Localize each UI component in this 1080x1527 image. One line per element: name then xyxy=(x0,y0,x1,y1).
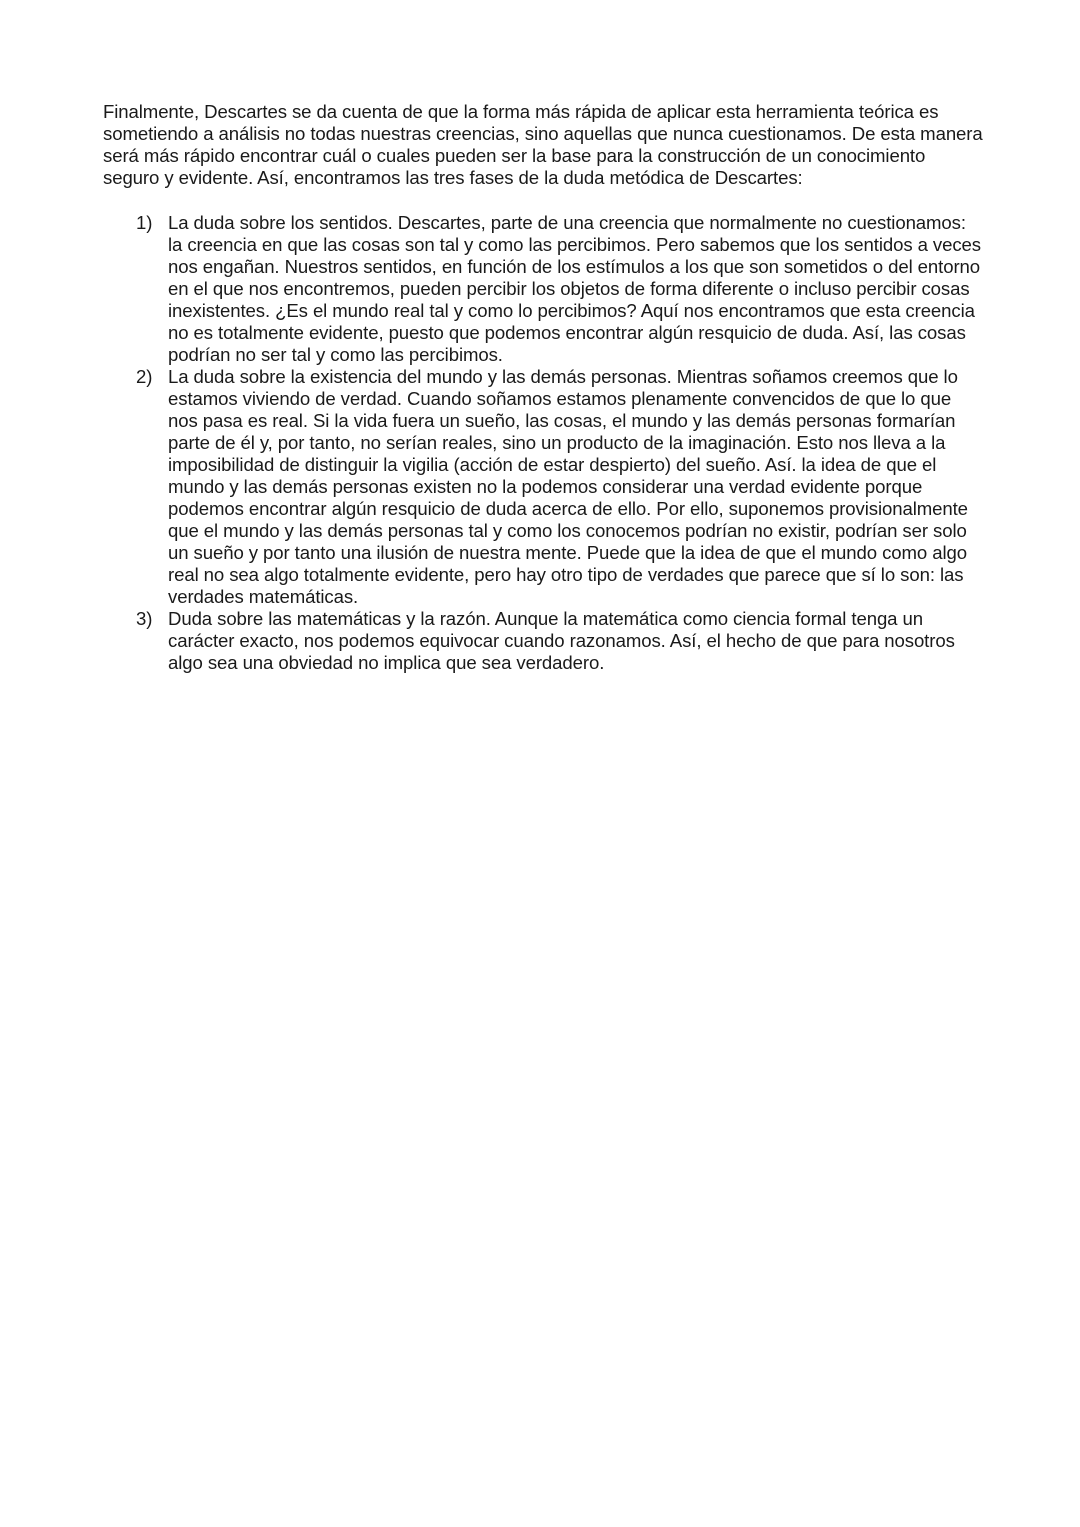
list-item-text: Duda sobre las matemáticas y la razón. Aunque la matemática como ciencia formal tenga un carácter exacto, nos podemos equivocar cuando razonamos. Así, el hecho de que para nosotros algo sea una obviedad no implica que sea verdadero. xyxy=(168,608,955,673)
list-item-phase-3 xyxy=(103,608,983,674)
list-item-text: La duda sobre la existencia del mundo y las demás personas. Mientras soñamos creemos que lo estamos viviendo de verdad. Cuando soñamos estamos plenamente convencidos de que lo que nos pasa es real. Si la vida fuera un sueño, las cosas, el mundo y las demás personas formarían parte de él y, por tanto, no serían reales, sino un producto de la imaginación. Esto nos lleva a la imposibilidad de distinguir la vigilia (acción de estar despierto) del sueño. Así. la idea de que el mundo y las demás personas existen no la podemos considerar una verdad evidente porque podemos encontrar algún resquicio de duda acerca de ello. Por ello, suponemos provisionalmente que el mundo y las demás personas tal y como los conocemos podrían no existir, podrían ser solo un sueño y por tanto una ilusión de nuestra mente. Puede que la idea de que el mundo como algo real no sea algo totalmente evidente, pero hay otro tipo de verdades que parece que sí lo son: las verdades matemáticas. xyxy=(168,366,968,607)
list-item-text: La duda sobre los sentidos. Descartes, parte de una creencia que normalmente no cuestionamos: la creencia en que las cosas son tal y como las percibimos. Pero sabemos que los sentidos a veces nos engañan. Nuestros sentidos, en función de los estímulos a los que son sometidos o del entorno en el que nos encontremos, pueden percibir los objetos de forma diferente o incluso percibir cosas inexistentes. ¿Es el mundo real tal y como lo percibimos? Aquí nos encontramos que esta creencia no es totalmente evidente, puesto que podemos encontrar algún resquicio de duda. Así, las cosas podrían no ser tal y como las percibimos. xyxy=(168,212,981,365)
phases-list xyxy=(103,212,983,674)
list-number: 3) xyxy=(136,608,153,629)
list-number: 1) xyxy=(136,212,153,233)
list-item-phase-2 xyxy=(103,366,983,608)
intro-paragraph: Finalmente, Descartes se da cuenta de que la forma más rápida de aplicar esta herramienta teórica es sometiendo a análisis no todas nuestras creencias, sino aquellas que nunca cuestionamos. De esta manera será más rápido encontrar cuál o cuales pueden ser la base para la construcción de un conocimiento seguro y evidente. Así, encontramos las tres fases de la duda metódica de Descartes: xyxy=(103,101,983,188)
list-item-phase-1 xyxy=(103,212,983,366)
list-number: 2) xyxy=(136,366,153,387)
document-page xyxy=(103,101,983,674)
